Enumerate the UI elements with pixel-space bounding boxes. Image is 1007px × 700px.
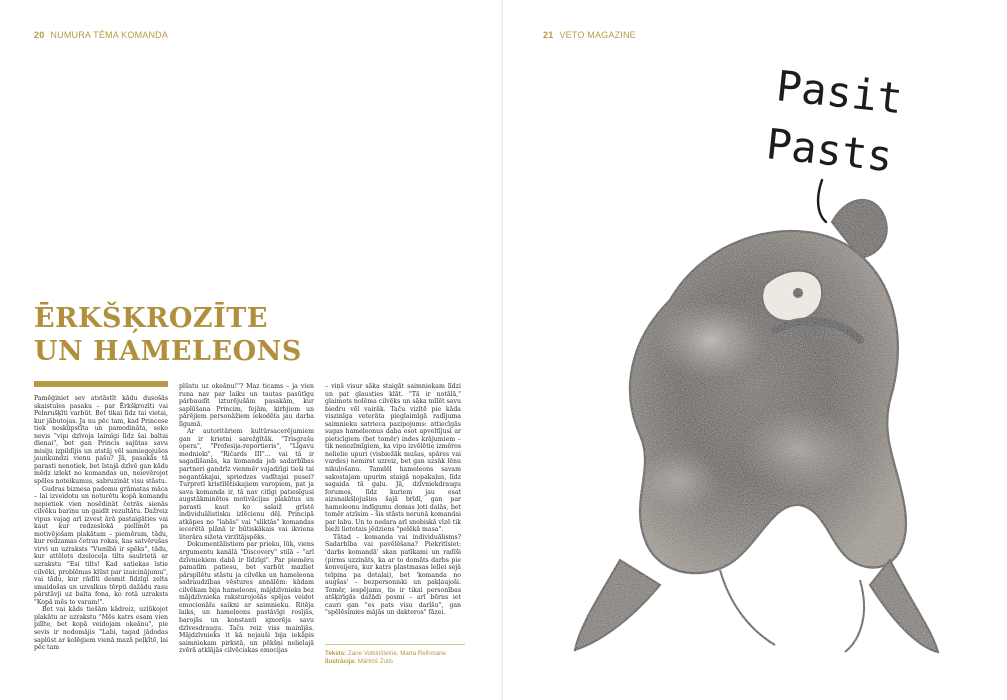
paragraph: Ar autoritāriem kultūrsacerējumiem gan ir krietni sarežģītāk. "Trisgrašu opera", "Profesija-reportieris", "Līgavu mednieki", "Ričards III"… vai tā ir sagadīšanās, ka komanda jeb sadarbības partneri gandrīz vienmēr vajadzīgi tieši tai negantākajai, spriedzes vadītajai pusei? Turpretī kristīlētiskajiem varopiem, pat ja sava komanda ir, tā nav citīgi patiesīgusi augstākminētos motivācijas plakātus un parasti kaut ko salaiž grīstē individuālistisku izlēcienu dēļ. Principā atkāpes no "labās" vai "sliktās" komandas iecerētā plānā ir būtiskākais vai ikviena literāra sižeta virzītājspēks. xyxy=(179,428,314,541)
chameleon-illustration xyxy=(560,40,980,680)
chameleon-figure xyxy=(575,200,938,652)
left-page xyxy=(0,0,503,700)
article-credits xyxy=(325,650,465,666)
credits-authors: Zane Volkinšteine, Marta Reihmane xyxy=(347,650,446,657)
paragraph: Bet vai kāds tiešām kādreiz, uzlūkojot plakātu ar uzrakstu "Mēs katrs esam vien pilīte, bet kopā veidojam okeānu", pie sevis ir nodomājis "Labi, tagad jādodas saplūst ar kolēģiem vienā mazā peļķītē, lai pēc tam xyxy=(34,606,168,652)
scribble-mark xyxy=(818,180,826,222)
headline-line-2: UN HAMELEONS xyxy=(34,336,302,367)
text-column-3 xyxy=(325,383,461,617)
credits-illustration-line xyxy=(325,658,465,666)
credits-divider xyxy=(325,644,465,645)
ink-drawing xyxy=(560,40,980,680)
text-column-1 xyxy=(34,395,168,652)
paragraph: Pamēģiniet sev atstāstīt kādu dusošās skaistules pasaku – par Ērkšķrozīti vai Pelnrušķīti varbūt. Bet tikai līdz tai vietai, kur jābutojas. Ja nu pēc tam, kad Princese tiek noskūpstīta un pamodināta, seko nevis "vipi dzīvoja laimīgi līdz šai baltai dienai", bet gan Princis sajūtas savu misiju izpildījis un atstāj vēl samiegojušos jaunkundzi vienu pašu? Jā, pasakās tā parasti nenotiek, bet īstajā dzīvē gan kāds mēdz izlekt no komandas un, neievērojot spēles noteikumus, sabruzināt visu stāstu. xyxy=(34,395,168,486)
headline-rule xyxy=(34,381,168,387)
credits-text-line xyxy=(325,650,465,658)
page-number: 20 xyxy=(34,30,45,40)
credits-illustrator: Mārtiņš Zutis xyxy=(357,658,394,665)
credits-illustration-label: Ilustrācija: xyxy=(325,658,356,665)
paragraph: – viņš visur sāka staigāt saimniekam līdzi un pat glausties klāt. "Tā ir notālā," glaimots nolēma cilvēks un sāka mīlēt savu biedru vēl vairāk. Taču vizītē pie kāda viszinīga veterāta pieglaimīgā radījuma saimnieku satrieca pazipojums: attiecīgās sugas hameleonus daba esot apveltījusi ar pieticīgiem (bet tomēr) indes krājumiem – tik nenozīmīgiem, ka vipu izvēlētie izmēros nelielie upuri (visbiežāk mušas, spāres vai vardes) nemirst uzreiz, bet gan uzsāk lēnu nikuļošanu. Tamdēļ hameleons savam sakostajam upurim staigā nopakaļus, līdz sagaida tā galu. Jā, dzīvniekdraugu forumos, līdz kuriem jau esat aizsnaikšļojušies šajā brīdī, gan par hameleonu indīgumu domas ļoti dalās, bet tomēr atzīsim – šis stāsts nerunā komandai par labu. Un to nedara arī snobiskā vīzē tik bieži lietotais jēdziens "pelēkā masa". xyxy=(325,383,461,534)
credits-text-label: Teksts: xyxy=(325,650,347,657)
section-label: NUMURA TĒMA KOMANDA xyxy=(50,30,169,40)
paragraph: plūstu uz okeānu!"? Maz ticams – ja vien runa nav par laiku un tautas pasūtīgu pārbaudīt izturējušām pasakām, kur saplūšana Princim, fejām, ķirbjiem un pārējiem personāžiem iekodēta jau darba līgumā. xyxy=(179,383,314,428)
paragraph: Dokumentālistiem par prieku, lūk, viens argumentu kanālā "Discovery" stilā – "arī dzīvniekiem dabā ir līdzīgi". Par piemēru pamatīm patiesu, bet varbūt mazliet pārspīlētu stāstu ja cilvēka un hameleona sadraudzības vēstures annālēm: kādam cilvēkam bija hameleons, mājdzīvnieks bez mājdzīvnieka raksturojošās spējas veidot emocionālu saikni ar saimnieku. Ritēja laiks, un hameleons pastāvīgi rosījās, barojās un konstanti ignorēja savu dzīvesdraugu. Taču reiz viss mainījās. Mājdzīvnieks it kā nejauši bija iekāpis saimniekam pirkstā, un pēkšņi nelielajā zvērā atklājās cilvēciskas emocijas xyxy=(179,541,314,655)
paragraph: Gudras biznesa padomu grāmatas māca – lai izveidotu un noturētu kopā komandu nepietiek vien nosēdināt četrās sienās cilvēku bariņu un gaidīt rezultātu. Dažreiz vipus vajag arī izvest ārā pastaigāties vai kaut kur redzeslokā pielīmēt pa motivējošam plakātam – piemēram, tādu, kur redzamas četras rokas, kas satvērušas virvi un uzraksts "Vienībā ir spēks", tādu, kur attēlots dzeloceļa tilts saulrietā ar uzrakstu "Esi tilts! Kad satiekas īstie cilvēki, problēmas kļūst par izaicinājumu", vai tādu, kur rādīti desmit līdzīgi zelta smaidošas un uzvalkus tērpti dažādu rasu pārstāvji uz balta fona, ko rotā uzraksts "Kopā mēs to varam!". xyxy=(34,485,168,606)
headline-line-1: ĒRKŠĶROZĪTE xyxy=(34,303,268,334)
paragraph: Tātad – komanda vai individuālisms? Sadarbība vai pavēlēšana? Piekritīsiet: 'darbs komandā' skan patīkami un radīši (pirms uzzināts, ka ar to domāts darbs pie konveijera, kur katrs plastmasas lellei sejā telpina pa detaļai), bet 'komanda no augšas' – bezpersoniski un pakļaujoši. Tomēr, iespējams, tie ir tikai personības atšķirīgās dažādi posmi – arī bērns iet cauri gan "es pats visu darīšu", gan "spēlēsimies mājās un dakteros" fāzei. xyxy=(325,533,461,617)
text-column-2 xyxy=(179,383,314,655)
left-folio xyxy=(34,30,168,40)
handwritten-text xyxy=(764,61,905,222)
page-number: 21 xyxy=(543,30,554,40)
handwriting-line-2: Pasts xyxy=(763,119,895,182)
section-label: VETO MAGAZINE xyxy=(559,30,636,40)
right-folio xyxy=(543,30,636,40)
handwriting-line-1: Pasit xyxy=(773,61,905,124)
article-headline xyxy=(34,302,354,368)
